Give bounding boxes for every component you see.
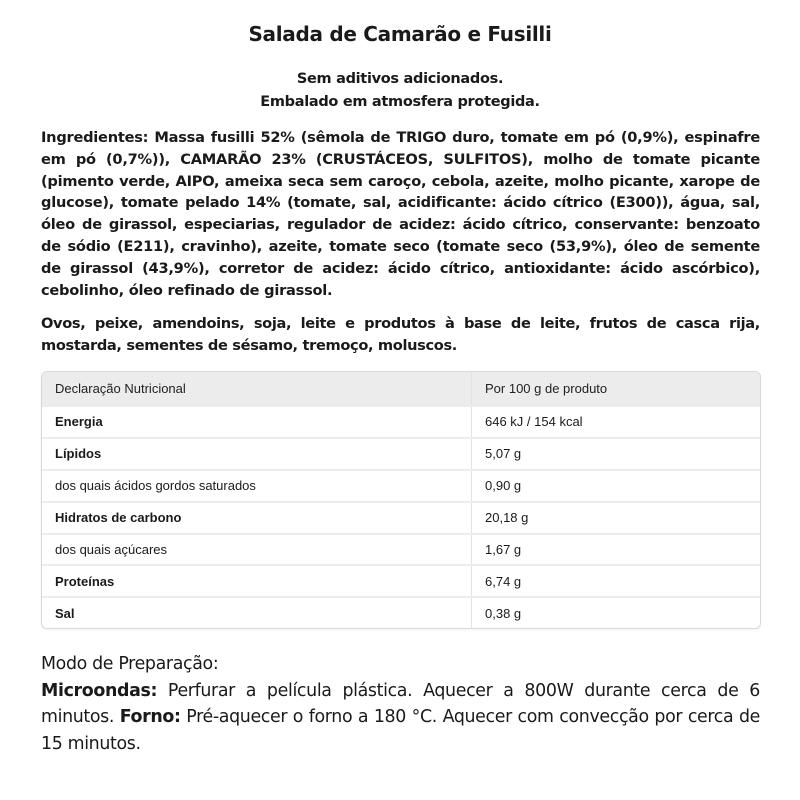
nutrient-value: 5,07 g (485, 446, 522, 462)
table-row-sugars (42, 533, 760, 565)
nutrient-label: Lípidos (42, 439, 472, 469)
nutrient-label: Proteínas (42, 566, 472, 596)
nutrition-table (41, 371, 761, 629)
oven-instructions: Pré-aquecer o forno a 180 °C. Aquecer com convecção por cerca de 15 minutos. (41, 707, 760, 754)
nutrient-value: 20,18 g (485, 510, 529, 526)
oven-label: Forno: (119, 707, 181, 727)
nutrient-value: 646 kJ / 154 kcal (485, 414, 583, 430)
table-row-saturated-fat (42, 469, 760, 501)
product-subtitle (0, 68, 800, 114)
nutrient-label: dos quais açúcares (42, 535, 472, 565)
microwave-label: Microondas: (41, 680, 158, 701)
table-row-lipids (42, 437, 760, 469)
preparation-section (41, 651, 760, 757)
nutrient-value: 0,38 g (485, 605, 522, 621)
nutrient-label: dos quais ácidos gordos saturados (42, 471, 472, 501)
table-row-carbohydrates (42, 501, 760, 533)
subtitle-packaging: Embalado em atmosfera protegida. (260, 94, 540, 110)
table-row-salt (42, 596, 760, 628)
product-title: Salada de Camarão e Fusilli (248, 22, 552, 46)
header-nutrition-declaration: Declaração Nutricional (42, 372, 472, 405)
preparation-heading: Modo de Preparação: (41, 654, 219, 674)
nutrition-table-header (42, 372, 760, 405)
nutrient-label: Hidratos de carbono (42, 503, 472, 533)
nutrient-value: 1,67 g (485, 542, 522, 557)
table-row-proteins (42, 564, 760, 596)
nutrient-label: Sal (42, 598, 472, 628)
header-per-100g: Por 100 g de produto (485, 381, 608, 396)
microwave-instructions: Perfurar a película plástica. Aquecer a 800W durante cerca de 6 minutos. (41, 680, 760, 727)
nutrient-value: 6,74 g (485, 573, 522, 589)
nutrient-value: 0,90 g (485, 478, 522, 494)
preparation-instructions (41, 678, 760, 758)
subtitle-no-additives: Sem aditivos adicionados. (296, 71, 504, 87)
table-row-energy (42, 405, 760, 437)
ingredients-text: Ingredientes: Massa fusilli 52% (sêmola de TRIGO duro, tomate em pó (0,9%), espinafre em pó (0,7%)), CAMARÃO 23% (CRUSTÁCEOS, SULFITOS), molho de tomate picante (pimento verde, AIPO, ameixa seca sem caroço, cebola, azeite, molho picante, xarope de glucose), tomate pelado 14% (tomate, sal, acidificante: ácido cítrico (E300)), água, sal, óleo de girassol, especiarias, regulador de acidez: ácido cítrico, conservante: benzoato de sódio (E211), cravinho), azeite, tomate seco (tomate seco (53,9%), óleo de semente de girassol (43,9%), corretor de acidez: ácido cítrico, antioxidante: ácido ascórbico), cebolinho, óleo refinado de girassol. (41, 129, 760, 299)
nutrient-label: Energia (42, 407, 472, 437)
allergens-text: Ovos, peixe, amendoins, soja, leite e produtos à base de leite, frutos de casca rija, mostarda, sementes de sésamo, tremoço, moluscos. (41, 315, 760, 354)
